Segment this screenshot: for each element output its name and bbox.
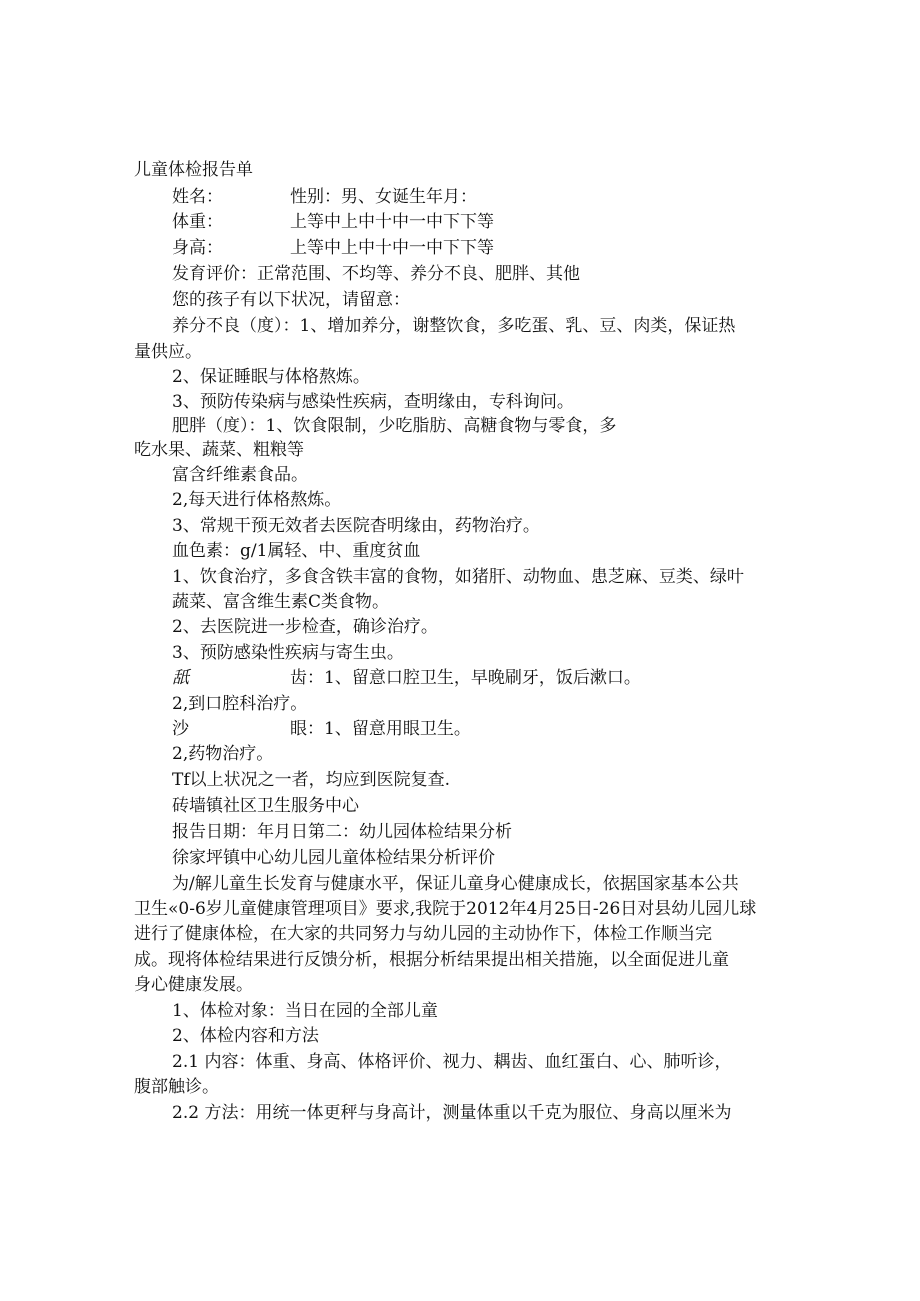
malnutrition-advice-1: 养分不良（度）：1、增加养分，谢整饮食，多吃蛋、乳、豆、肉类，保证热 — [172, 316, 736, 336]
obesity-advice-1: 肥胖（度）：1、饮食限制，少吃脂肪、高糖食物与零食，多 — [172, 416, 617, 436]
report-date: 报告日期：年月日第二：幼儿园体检结果分析 — [172, 822, 512, 842]
malnutrition-advice-3: 3、预防传染病与感染性疾病，查明缘由，专科询问。 — [172, 392, 574, 412]
obesity-advice-1-end: 富含纤维素食品。 — [172, 465, 308, 485]
recheck-note: Tf以上状况之一者，均应到医院复查. — [172, 770, 451, 790]
trachoma-advice-1: 眼：1、留意用眼卫生。 — [290, 719, 471, 739]
organization-name: 砖墙镇社区卫生服务中心 — [172, 796, 359, 816]
weight-grades: 上等中上中十中一中下下等 — [290, 212, 494, 232]
intro-paragraph-line-5: 身心健康发展。 — [134, 975, 253, 995]
caries-advice-1: 齿：1、留意口腔卫生，早晚刷牙，饭后漱口。 — [290, 668, 641, 688]
analysis-title: 徐家坪镇中心幼儿园儿童体检结果分析评价 — [172, 848, 495, 868]
caries-advice-2: 2,到口腔科治疗。 — [172, 694, 308, 714]
anemia-advice-1: 1、饮食治疗，多食含铁丰富的食物，如猪肝、动物血、患芝麻、豆类、绿叶 — [172, 567, 744, 587]
obesity-advice-1-cont: 吃水果、蔬菜、粗粮等 — [134, 440, 304, 460]
gender-dob-label: 性别：男、女诞生年月： — [290, 187, 477, 207]
section-1-heading: 1、体检对象：当日在园的全部儿童 — [172, 1001, 438, 1021]
caries-label: 舐 — [172, 668, 189, 688]
anemia-advice-2: 2、去医院进一步检查，确诊治疗。 — [172, 617, 438, 637]
anemia-advice-1-cont: 蔬菜、富含维生素C类食物。 — [172, 592, 390, 612]
weight-label: 体重： — [172, 212, 223, 232]
intro-paragraph-line-3: 进行了健康体检，在大家的共同努力与幼儿园的主动协作下，体检工作顺当完 — [134, 924, 712, 944]
trachoma-advice-2: 2,药物治疗。 — [172, 744, 274, 764]
intro-paragraph-line-2: 卫生«0-6岁儿童健康管理项目》要求,我院于2012年4月25日-26日对县幼儿园儿球 — [134, 899, 757, 919]
height-grades: 上等中上中十中一中下下等 — [290, 238, 494, 258]
height-label: 身高： — [172, 238, 223, 258]
intro-paragraph-line-1: 为/解儿童生长发育与健康水平，保证儿童身心健康成长，依据国家基本公共 — [172, 874, 739, 894]
obesity-advice-2: 2,每天进行体格熬炼。 — [172, 490, 342, 510]
anemia-advice-3: 3、预防感染性疾病与寄生虫。 — [172, 643, 404, 663]
intro-paragraph-line-4: 成。现将体检结果进行反馈分析，根据分析结果提出相关措施，以全面促进儿童 — [134, 950, 729, 970]
trachoma-label: 沙 — [172, 719, 189, 739]
hemoglobin-line: 血色素：g/1属轻、中、重度贫血 — [172, 541, 421, 561]
name-label: 姓名： — [172, 187, 223, 207]
malnutrition-advice-1-cont: 量供应。 — [134, 342, 202, 362]
section-2-2-method: 2.2 方法：用统一体更秤与身高计，测量体重以千克为服位、身高以厘米为 — [172, 1103, 732, 1123]
malnutrition-advice-2: 2、保证睡眠与体格熬炼。 — [172, 367, 370, 387]
obesity-advice-3: 3、常规干预无效者去医院杳明缘由，药物治疗。 — [172, 516, 540, 536]
section-2-1-content-cont: 腹部触诊。 — [134, 1077, 219, 1097]
document-title: 儿童体检报告单 — [134, 160, 253, 180]
notice-text: 您的孩子有以下状况，请留意： — [172, 290, 410, 310]
development-evaluation: 发育评价：正常范围、不均等、养分不良、肥胖、其他 — [172, 264, 580, 284]
section-2-1-content: 2.1 内容：体重、身高、体格评价、视力、耦齿、血红蛋白、心、肺听诊， — [172, 1052, 732, 1072]
section-2-heading: 2、体检内容和方法 — [172, 1026, 319, 1046]
